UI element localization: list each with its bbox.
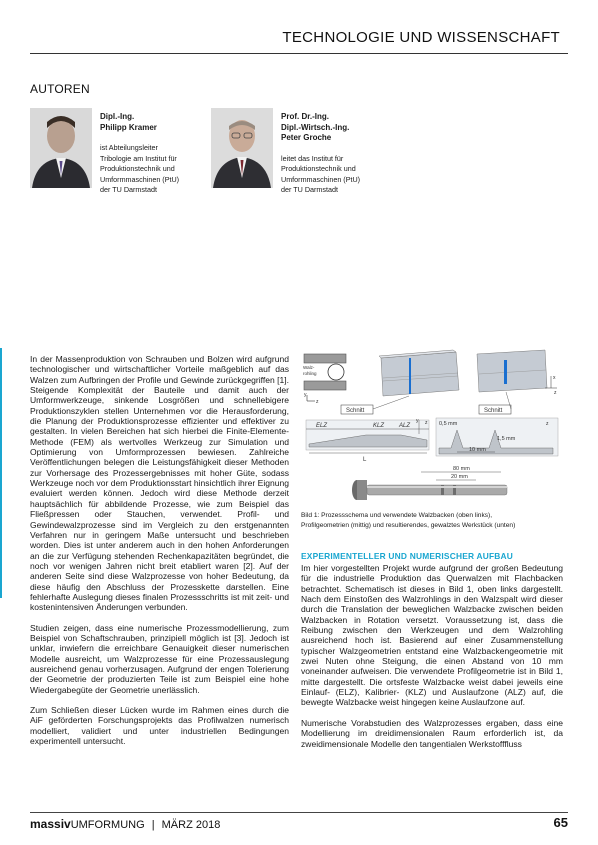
figure-caption: Bild 1: Prozessschema und verwendete Walzbacken (oben links), Profilgeometrien (mittig) und resultierendes, gewalztes Werkstück (unten) (301, 512, 516, 529)
label-dim-10: 10 mm (469, 447, 486, 453)
label-walzrohling-2: rohling (303, 371, 317, 376)
right-column (301, 563, 563, 759)
label-dim-80: 80 mm (453, 466, 470, 472)
author-affiliation: ist Abteilungsleiter Tribologie am Institut für Produktionstechnik und Umformmaschinen (PtU) der TU Darmstadt (100, 143, 180, 194)
brand-massiv: massiv (30, 817, 71, 831)
footer-issue: MÄRZ 2018 (161, 819, 221, 831)
label-length-l: L (363, 457, 367, 463)
author-info (281, 112, 391, 196)
authors-heading: AUTOREN (30, 82, 90, 96)
left-column (30, 354, 289, 756)
paragraph: Im hier vorgestellten Projekt wurde aufgrund der großen Bedeutung für die industrielle Produktion das Querwalzen mit Flachbacken betrachtet. Schematisch ist dieses in Bild 1, oben links dargestellt. Nach dem Einstoßen des Walzrohlings in den Walzspalt wird dieser durch die Translation der beweglichen Walzbacke zwischen beiden Walzbacken in Rotation versetzt. Voraussetzung ist, dass die Reibung zwischen den Werkzeugen und dem Walzrohling ausreichend hoch ist. Basierend auf einer Zusammenstellung typischer Walzgeometrien entstand eine Walzbackengeometrie mit zwei Nuten ohne Steigung, die einen Abstand von 10 mm voneinander aufweisen. Die verwendete Profilgeometrie ist in Bild 1, mitte dargestellt. Die ortsfeste Walzbacke weist dabei jeweils eine Einlauf- (ELZ), Kalibrier- (KLZ) und Auslaufzone (ALZ) auf, die bewegte Walzbacke weist hingegen keine Auslaufzone auf. (301, 563, 563, 708)
figure-drawing (301, 348, 561, 508)
section-heading: EXPERIMENTELLER UND NUMERISCHER AUFBAU (301, 551, 514, 561)
footer-separator: | (151, 819, 155, 831)
footer-brand (30, 817, 220, 831)
label-axis-z-mid: z (425, 420, 428, 426)
page-number: 65 (553, 815, 568, 830)
label-axis-z: z (316, 399, 319, 405)
label-axis-z-profile: z (546, 421, 549, 427)
footer-divider (30, 812, 568, 813)
label-elz: ELZ (316, 423, 328, 429)
author-affiliation: leitet das Institut für Produktionstechnik und Umformmaschinen (PtU) der TU Darmstadt (281, 153, 361, 194)
paragraph: In der Massenproduktion von Schrauben und Bolzen wird aufgrund technologischer und wirtschaftlicher Vorteile maßgeblich auf das Walzen zum Aufbringen der Profile und Gewinde zurückgegriffen [1]. Steigende Komplexität der Bauteile und damit auch der Umformwerkzeuge, sinkende Losgrößen und schnellebigere Produktionszyklen stellen Unternehmen vor die Herausforderung, die Planung der Produktionsprozesse effizienter und effektiver zu gestalten. In vielen Bereichen hat sich hierbei die Finite-Elemente-Methode (FEM) als wertvolles Werkzeug zur Simulation und Optimierung von Umformprozessen bewiesen. Zahlreiche Veröffentlichungen belegen die Leistungsfähigkeit dieser Methoden zur Vorhersage des Prozessergebnisses mit hoher Güte, sodass Werkzeuge noch vor dem Produktionsstart hinsichtlich ihrer Eignung evaluiert werden können. Jedoch wird diese Methode derzeit hauptsächlich für abbildende Prozesse, wie zum Beispiel das Fließpressen oder Stauchen, verwendet. Profil- und Gewindewalzprozesse sind im Vergleich zu den erstgenannten Verfahren nur in geringem Maße untersucht und beschrieben worden. Dies ist unter anderem auch in den hohen Anforderungen an die zur Verfügung stehenden Rechenkapazitäten begründet, die noch vor wenigen Jahren nicht breit etabliert waren [2]. Auf der anderen Seite sind diese Walzprozesse von hoher Bedeutung, da diese häufig den Abschluss der Prozesskette darstellen. Eine fehlerhafte Auslegung dieses finalen Prozessschritts ist mit zeit- und kostenintensiven Änderungen verbunden. (30, 354, 289, 613)
label-dim-1-5: 1,5 mm (497, 436, 516, 442)
author-photo (30, 108, 92, 188)
accent-rule (0, 348, 2, 598)
paragraph: Studien zeigen, dass eine numerische Prozessmodellierung, zum Beispiel von Schaftschrauben, prinzipiell möglich ist [3]. Jedoch ist unklar, inwiefern die erreichbare Genauigkeit dieser numerischen Modelle ausreicht, um Walzprozesse für eine Prozessauslegung ausreichend genau vorherzusagen. Aufgrund der engen Tolerierung der Geometrie der produzierten Teile ist zum Beispiel eine hohe Wiedergabegüte der Geometrie unerlässlich. (30, 622, 289, 695)
figure-process-scheme (301, 348, 561, 508)
label-dim-20: 20 mm (451, 474, 468, 480)
label-schnitt-right: Schnitt (484, 408, 503, 414)
label-axis-y: y (304, 392, 307, 398)
author-name: Dipl.-Ing. Philipp Kramer (100, 112, 157, 132)
label-axis-x-right: x (553, 375, 556, 381)
header-divider (30, 53, 568, 54)
section-title: TECHNOLOGIE UND WISSENSCHAFT (282, 29, 560, 46)
label-klz: KLZ (373, 423, 385, 429)
label-alz: ALZ (399, 423, 411, 429)
author-name: Prof. Dr.-Ing. Dipl.-Wirtsch.-Ing. Peter Groche (281, 112, 350, 142)
paragraph: Numerische Vorabstudien des Walzprozesses ergaben, dass eine Modellierung im dreidimensionalen Raum erforderlich ist, da zweidimensionale Modelle den tangentialen Werkstofffluss (301, 717, 563, 749)
paragraph: Zum Schließen dieser Lücken wurde im Rahmen eines durch die AiF geförderten Forschungsprojekts das Profilwalzen numerisch modelliert, validiert und unter industriellen Bedingungen experimentell untersucht. (30, 705, 289, 747)
author-photo (211, 108, 273, 188)
label-axis-z-right: z (554, 390, 557, 396)
author-info (100, 112, 200, 196)
label-axis-y-mid: y (416, 418, 419, 424)
label-dim-0-5: 0,5 mm (439, 421, 458, 427)
label-schnitt-left: Schnitt (346, 408, 365, 414)
label-walzrohling: Walz- (303, 365, 315, 370)
brand-umformung: UMFORMUNG (70, 819, 145, 831)
